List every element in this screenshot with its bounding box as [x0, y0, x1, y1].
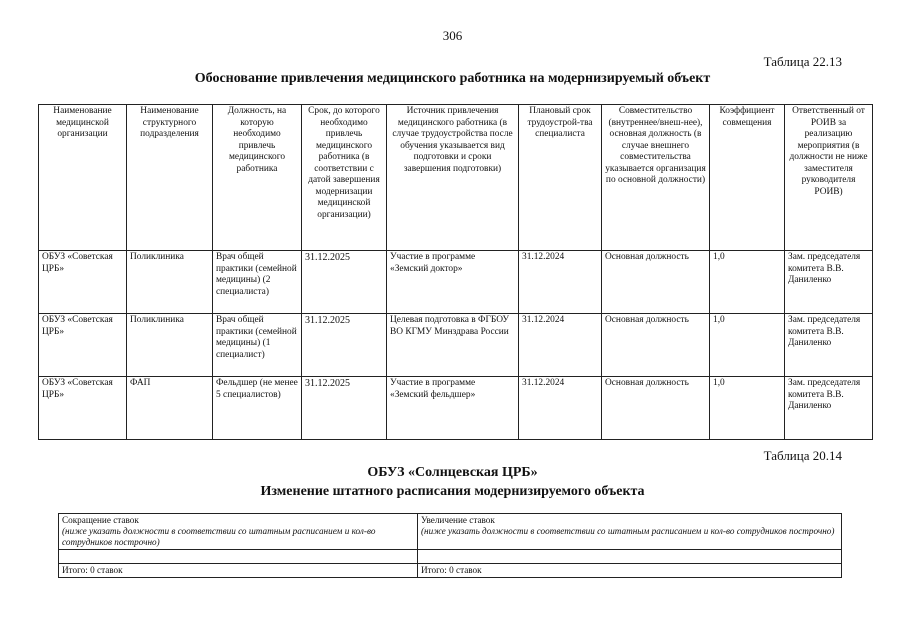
increase-header: Увеличение ставок — [421, 515, 495, 525]
cell-position: Фельдшер (не менее 5 специалистов) — [213, 377, 302, 440]
header-cell: Совместительство (внутреннее/внеш-нее), основная должность (в случае внешнего совместительства указывается организация по основной должности) — [602, 105, 710, 251]
cell-planned: 31.12.2024 — [519, 251, 602, 314]
table1-title: Обоснование привлечения медицинского работника на модернизируемый объект — [194, 71, 711, 86]
header-cell: Наименование структурного подразделения — [127, 105, 213, 251]
cell-combination: Основная должность — [602, 251, 710, 314]
increase-note: (ниже указать должности в соответствии со штатным расписанием и кол-во сотрудников построчно) — [421, 526, 835, 536]
cell-position: Врач общей практики (семейной медицины) (2 специалиста) — [213, 251, 302, 314]
cell-coefficient: 1,0 — [710, 314, 785, 377]
cell-responsible: Зам. председателя комитета В.В. Даниленко — [785, 251, 873, 314]
header-cell: Наименование медицинской организации — [39, 105, 127, 251]
cell-deadline: 31.12.2025 — [302, 314, 387, 377]
table-caption-22-13: Таблица 22.13 — [763, 54, 842, 69]
staff-justification-table — [38, 104, 873, 440]
cell-coefficient: 1,0 — [710, 377, 785, 440]
header-cell: Ответственный от РОИВ за реализацию мероприятия (в должности не ниже заместителя руководителя РОИВ) — [785, 105, 873, 251]
staff-schedule-table — [58, 513, 842, 578]
table-row — [59, 550, 842, 564]
cell-responsible: Зам. председателя комитета В.В. Даниленко — [785, 377, 873, 440]
empty-cell — [418, 550, 842, 564]
cell-source: Целевая подготовка в ФГБОУ ВО КГМУ Минздрава России — [387, 314, 519, 377]
reduction-header: Сокращение ставок — [62, 515, 139, 525]
cell-source: Участие в программе «Земский доктор» — [387, 251, 519, 314]
reduction-header-cell — [59, 514, 418, 550]
cell-org: ОБУЗ «Советская ЦРБ» — [39, 314, 127, 377]
table2-org-title: ОБУЗ «Солнцевская ЦРБ» — [367, 465, 538, 480]
header-cell: Плановый срок трудоустрой-тва специалиста — [519, 105, 602, 251]
header-cell: Должность, на которую необходимо привлечь медицинского работника — [213, 105, 302, 251]
cell-coefficient: 1,0 — [710, 251, 785, 314]
cell-responsible: Зам. председателя комитета В.В. Даниленко — [785, 314, 873, 377]
table2-title: Изменение штатного расписания модернизируемого объекта — [260, 484, 645, 499]
cell-org: ОБУЗ «Советская ЦРБ» — [39, 377, 127, 440]
cell-division: ФАП — [127, 377, 213, 440]
cell-deadline: 31.12.2025 — [302, 377, 387, 440]
header-cell: Срок, до которого необходимо привлечь медицинского работника (в соответствии с датой завершения модернизации медицинской организации) — [302, 105, 387, 251]
cell-planned: 31.12.2024 — [519, 314, 602, 377]
reduction-total: Итого: 0 ставок — [59, 564, 418, 578]
cell-source: Участие в программе «Земский фельдшер» — [387, 377, 519, 440]
cell-deadline: 31.12.2025 — [302, 251, 387, 314]
cell-combination: Основная должность — [602, 314, 710, 377]
table-row — [39, 251, 873, 314]
header-cell: Коэффициент совмещения — [710, 105, 785, 251]
table-header-row — [39, 105, 873, 251]
table-row — [39, 314, 873, 377]
cell-combination: Основная должность — [602, 377, 710, 440]
increase-header-cell — [418, 514, 842, 550]
table-row — [39, 377, 873, 440]
reduction-note: (ниже указать должности в соответствии со штатным расписанием и кол-во сотрудников построчно) — [62, 526, 376, 547]
header-cell: Источник привлечения медицинского работника (в случае трудоустройства после обучения указывается вид подготовки и сроки завершения подготовки) — [387, 105, 519, 251]
table-caption-20-14: Таблица 20.14 — [763, 448, 842, 463]
cell-division: Поликлиника — [127, 251, 213, 314]
cell-position: Врач общей практики (семейной медицины) (1 специалист) — [213, 314, 302, 377]
cell-planned: 31.12.2024 — [519, 377, 602, 440]
increase-total: Итого: 0 ставок — [418, 564, 842, 578]
cell-division: Поликлиника — [127, 314, 213, 377]
page-number: 306 — [442, 28, 463, 43]
cell-org: ОБУЗ «Советская ЦРБ» — [39, 251, 127, 314]
totals-row — [59, 564, 842, 578]
empty-cell — [59, 550, 418, 564]
table-header-row — [59, 514, 842, 550]
